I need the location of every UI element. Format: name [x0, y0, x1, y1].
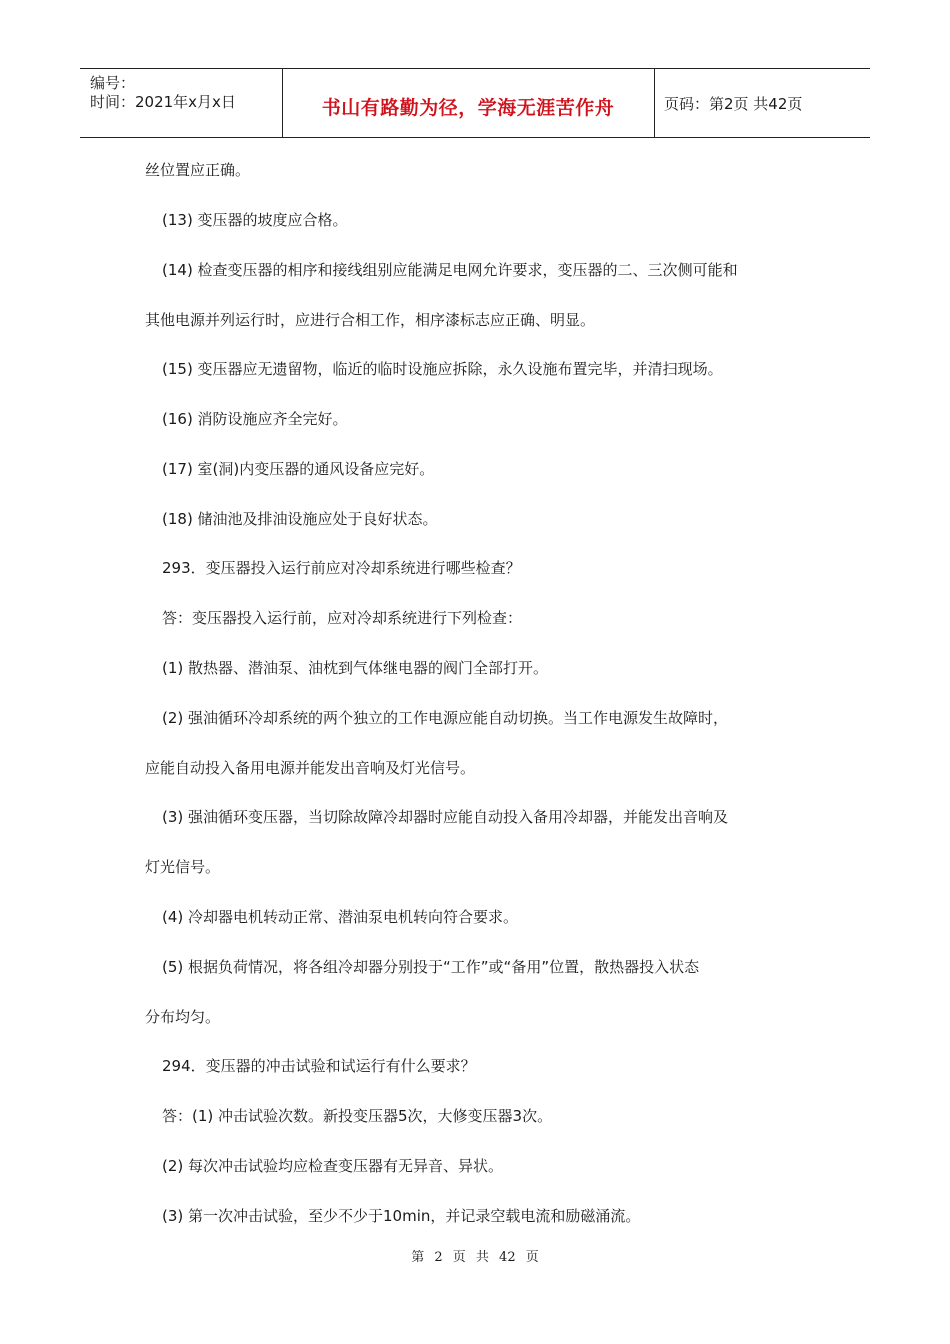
header-motto-cell — [282, 69, 655, 137]
text-line: (16) 消防设施应齐全完好。 — [162, 410, 348, 428]
text-line: (4) 冷却器电机转动正常、潜油泵电机转向符合要求。 — [162, 908, 519, 926]
motto-text: 书山有路勤为径，学海无涯苦作舟 — [321, 97, 615, 119]
text-line: (3) 第一次冲击试验，至少不少于10min，并记录空载电流和励磁涌流。 — [162, 1207, 641, 1225]
text-line: 其他电源并列运行时，应进行合相工作，相序漆标志应正确、明显。 — [145, 311, 596, 329]
page-footer: 第 2 页 共 42 页 — [411, 1250, 539, 1265]
text-line: (17) 室(洞)内变压器的通风设备应完好。 — [162, 460, 435, 478]
text-line: (3) 强油循环变压器，当切除故障冷却器时应能自动投入备用冷却器，并能发出音响及 — [162, 808, 729, 826]
text-line: 丝位置应正确。 — [145, 161, 251, 179]
page-header — [80, 68, 870, 138]
text-line: (5) 根据负荷情况，将各组冷却器分别投于“工作”或“备用”位置，散热器投入状态 — [162, 958, 700, 976]
text-line: (18) 储油池及排油设施应处于良好状态。 — [162, 510, 438, 528]
page-number-label: 页码：第2页 共42页 — [664, 95, 803, 113]
text-line: (2) 强油循环冷却系统的两个独立的工作电源应能自动切换。当工作电源发生故障时， — [162, 709, 729, 727]
text-line: 应能自动投入备用电源并能发出音响及灯光信号。 — [145, 759, 476, 777]
answer-line: 答：变压器投入运行前，应对冷却系统进行下列检查： — [162, 609, 523, 627]
question-heading: 294．变压器的冲击试验和试运行有什么要求？ — [162, 1057, 476, 1075]
text-line: (14) 检查变压器的相序和接线组别应能满足电网允许要求，变压器的二、三次侧可能和 — [162, 261, 738, 279]
text-line: 灯光信号。 — [145, 858, 221, 876]
code-label: 编号： — [90, 74, 136, 92]
text-line: 分布均匀。 — [145, 1008, 221, 1026]
time-label: 时间：2021年x月x日 — [90, 93, 236, 111]
text-line: (13) 变压器的坡度应合格。 — [162, 211, 348, 229]
header-info-cell — [80, 69, 283, 137]
text-line: (1) 散热器、潜油泵、油枕到气体继电器的阀门全部打开。 — [162, 659, 549, 677]
answer-line: 答：(1) 冲击试验次数。新投变压器5次，大修变压器3次。 — [162, 1107, 553, 1125]
header-page-cell — [654, 69, 870, 137]
text-line: (15) 变压器应无遗留物，临近的临时设施应拆除，永久设施布置完毕，并清扫现场。 — [162, 360, 723, 378]
question-heading: 293．变压器投入运行前应对冷却系统进行哪些检查？ — [162, 559, 521, 577]
text-line: (2) 每次冲击试验均应检查变压器有无异音、异状。 — [162, 1157, 504, 1175]
